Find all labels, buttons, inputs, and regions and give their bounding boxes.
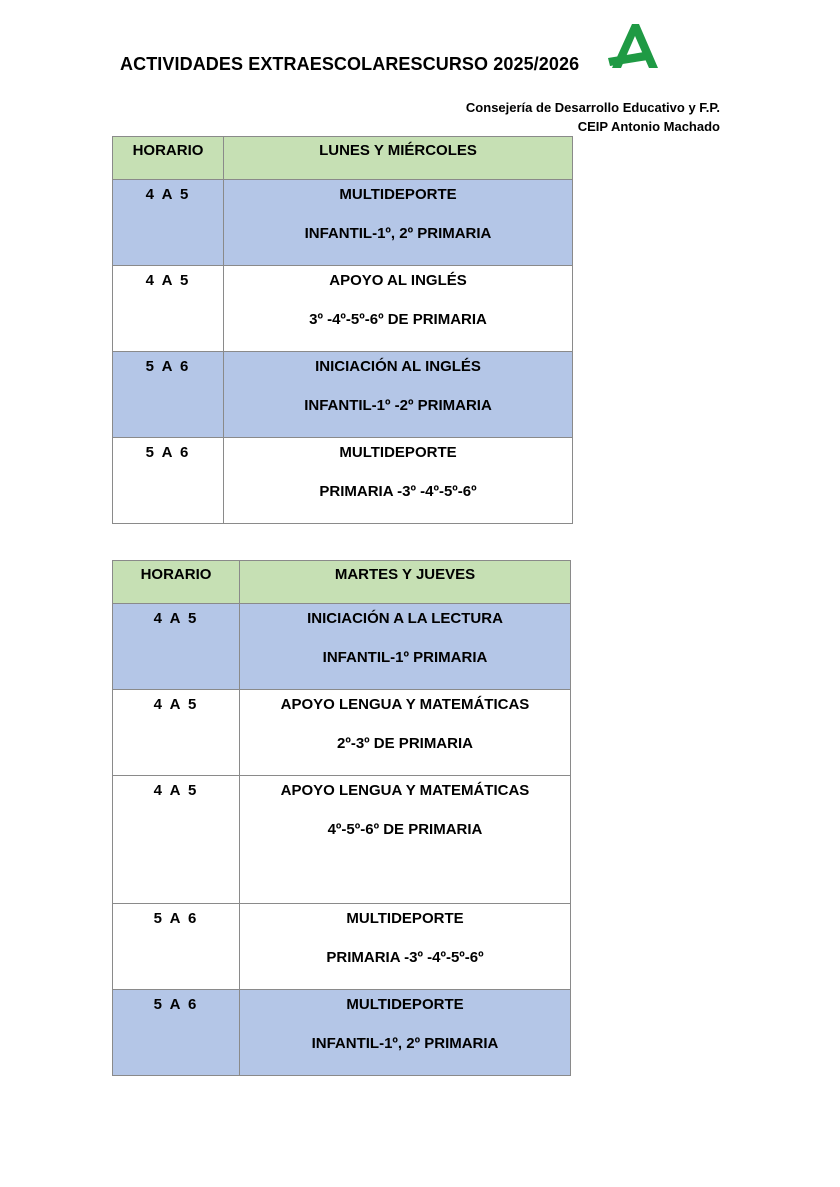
table-row (113, 776, 571, 904)
time-cell: 5 A 6 (113, 904, 240, 990)
activity-cell (224, 266, 573, 352)
schedule-table-tue-thu (112, 560, 571, 1076)
activity-group: 3º -4º-5º-6º DE PRIMARIA (309, 311, 487, 328)
table-row (113, 604, 571, 690)
activity-name: APOYO LENGUA Y MATEMÁTICAS (280, 696, 530, 713)
activity-cell (240, 604, 571, 690)
org-school: CEIP Antonio Machado (577, 119, 720, 134)
table-row (113, 690, 571, 776)
activity-name: APOYO LENGUA Y MATEMÁTICAS (280, 782, 530, 799)
table-row (113, 180, 573, 266)
activity-group: INFANTIL-1º, 2º PRIMARIA (304, 225, 492, 242)
table-row (113, 990, 571, 1076)
header-days: LUNES Y MIÉRCOLES (224, 137, 573, 180)
activity-cell (240, 776, 571, 904)
table-row (113, 904, 571, 990)
activity-cell (240, 990, 571, 1076)
activity-group: INFANTIL-1º PRIMARIA (322, 649, 488, 666)
time-cell: 4 A 5 (113, 604, 240, 690)
time-cell: 5 A 6 (113, 438, 224, 524)
activity-group: 2º-3º DE PRIMARIA (337, 735, 473, 752)
header-horario: HORARIO (113, 137, 224, 180)
activity-name: MULTIDEPORTE (346, 910, 464, 927)
time-cell: 5 A 6 (113, 352, 224, 438)
table-header-row (113, 137, 573, 180)
time-cell: 4 A 5 (113, 266, 224, 352)
activity-cell (224, 180, 573, 266)
table-row (113, 352, 573, 438)
organization-block (466, 98, 720, 136)
activity-cell (240, 690, 571, 776)
header-horario: HORARIO (113, 561, 240, 604)
activity-group: INFANTIL-1º, 2º PRIMARIA (311, 1035, 499, 1052)
activity-cell (224, 438, 573, 524)
time-cell: 4 A 5 (113, 180, 224, 266)
activity-group: PRIMARIA -3º -4º-5º-6º (326, 949, 484, 966)
activity-group: 4º-5º-6º DE PRIMARIA (327, 821, 483, 838)
activity-cell (240, 904, 571, 990)
activity-name: INICIACIÓN AL INGLÉS (315, 358, 481, 375)
time-cell: 5 A 6 (113, 990, 240, 1076)
activity-name: INICIACIÓN A LA LECTURA (307, 610, 503, 627)
activity-name: MULTIDEPORTE (339, 186, 457, 203)
activity-cell (224, 352, 573, 438)
schedule-table-mon-wed (112, 136, 573, 524)
table-header-row (113, 561, 571, 604)
activity-name: MULTIDEPORTE (339, 444, 457, 461)
table-row (113, 266, 573, 352)
activity-name: APOYO AL INGLÉS (329, 272, 467, 289)
table-row (113, 438, 573, 524)
junta-andalucia-logo-icon (608, 22, 662, 70)
org-ministry: Consejería de Desarrollo Educativo y F.P. (465, 100, 720, 115)
activity-name: MULTIDEPORTE (346, 996, 464, 1013)
time-cell: 4 A 5 (113, 690, 240, 776)
activity-group: INFANTIL-1º -2º PRIMARIA (304, 397, 492, 414)
activity-group: PRIMARIA -3º -4º-5º-6º (319, 483, 477, 500)
time-cell: 4 A 5 (113, 776, 240, 904)
header-days: MARTES Y JUEVES (240, 561, 571, 604)
document-title: ACTIVIDADES EXTRAESCOLARESCURSO 2025/2026 (120, 54, 580, 74)
